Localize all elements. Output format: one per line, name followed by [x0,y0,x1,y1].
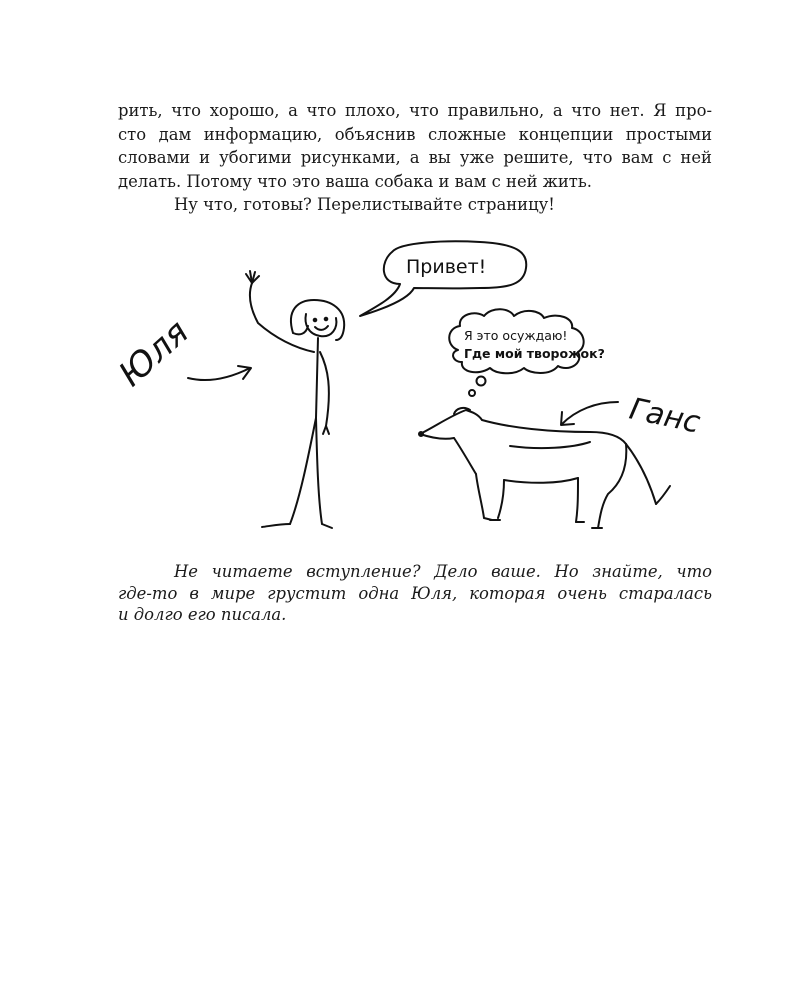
intro-line: рить, что хорошо, а что плохо, что правильно, а что нет. Я про- [118,101,712,120]
stick-figure [246,271,344,528]
note-paragraph [118,561,712,626]
thought-line-1: Я это осуждаю! [464,328,568,343]
thought-bubble [449,309,605,396]
speech-bubble [360,241,526,316]
dog-arrow [561,402,618,425]
person-label: Юля [111,312,197,395]
dog-label: Ганс [626,391,704,441]
note-line: Не читаете вступление? Дело ваше. Но знайте, что [174,562,712,581]
note-line: и долго его писала. [118,605,287,624]
illustration [110,228,720,538]
intro-paragraph [118,99,712,217]
intro-line: делать. Потому что это ваша собака и вам с ней жить. [118,171,592,191]
intro-line: сто дам информацию, объяснив сложные концепции простыми [118,124,712,144]
person-arrow [188,366,251,380]
thought-line-2: Где мой творожок? [464,346,605,361]
note-line: где-то в мире грустит одна Юля, которая очень старалась [118,583,712,603]
speech-bubble-text: Привет! [406,256,487,278]
intro-line: словами и убогими рисунками, а вы уже решите, что вам с ней [118,148,712,167]
intro-line: Ну что, готовы? Перелистывайте страницу! [174,195,555,214]
